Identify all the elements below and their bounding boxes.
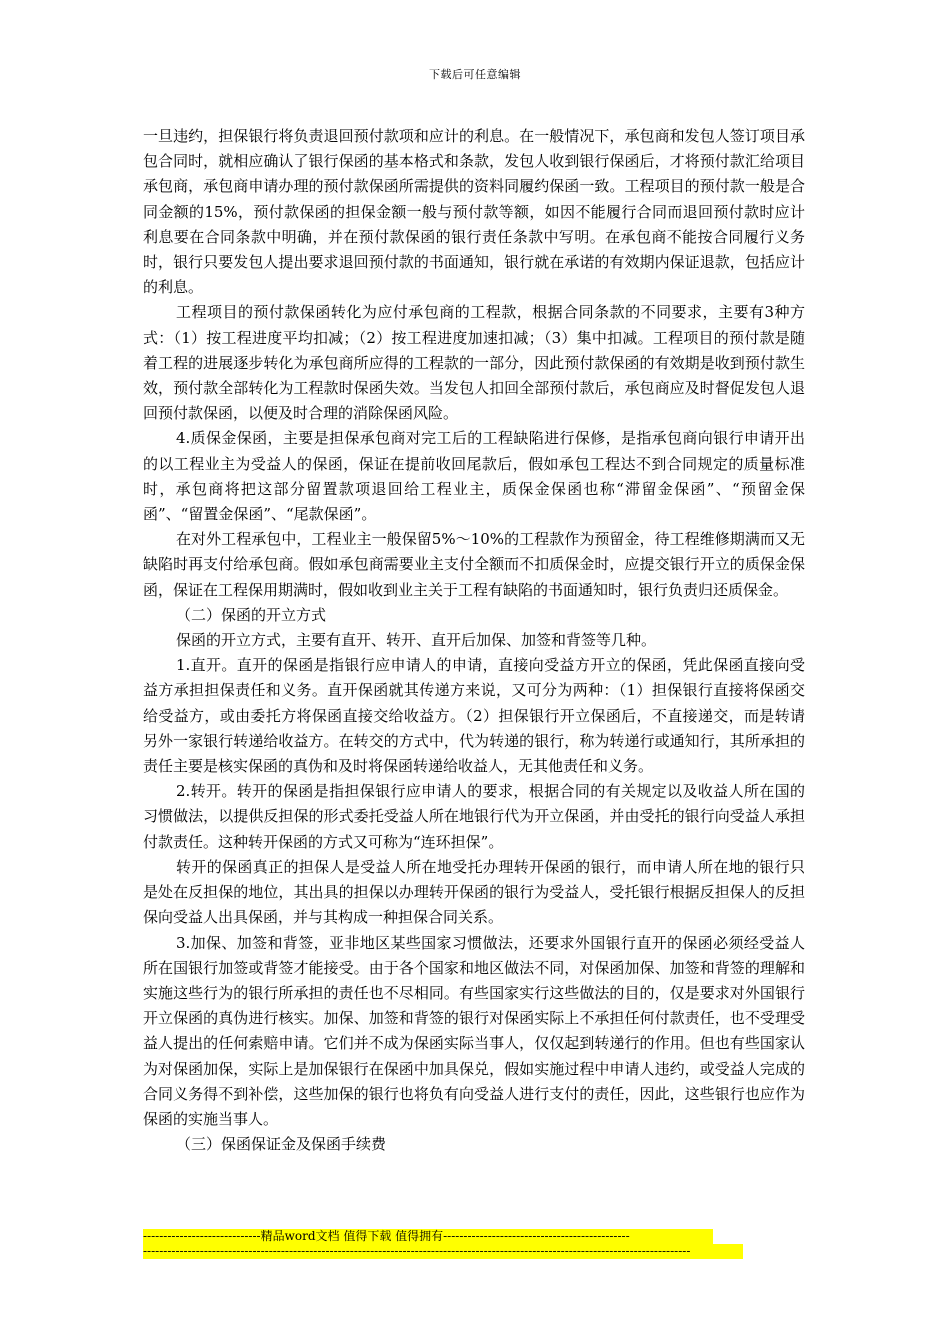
paragraph: 工程项目的预付款保函转化为应付承包商的工程款，根据合同条款的不同要求，主要有3种方式：（1）按工程进度平均扣减；（2）按工程进度加速扣减；（3）集中扣减。工程项目的预付款是随着工程的进展逐步转化为承包商所应得的工程款的一部分，因此预付款保函的有效期是收到预付款生效，预付款全部转化为工程款时保函失效。当发包人扣回全部预付款后，承包商应及时督促发包人退回预付款保函，以便及时合理的消除保函风险。 <box>143 303 805 423</box>
page-header: 下载后可任意编辑 <box>429 68 521 81</box>
paragraph: 转开的保函真正的担保人是受益人所在地受托办理转开保函的银行，而申请人所在地的银行只是处在反担保的地位，其出具的担保以办理转开保函的银行为受益人，受托银行根据反担保人的反担保向受益人出具保函，并与其构成一种担保合同关系。 <box>143 857 805 927</box>
paragraph: 1.直开。直开的保函是指银行应申请人的申请，直接向受益方开立的保函，凭此保函直接向受益方承担担保责任和义务。直开保函就其传递方来说，又可分为两种：（1）担保银行直接将保函交给受益方，或由委托方将保函直接交给收益方。（2）担保银行开立保函后，不直接递交，而是转请另外一家银行转递给收益方。在转交的方式中，代为转递的银行，称为转递行或通知行，其所承担的责任主要是核实保函的真伪和及时将保函转递给收益人，无其他责任和义务。 <box>143 656 805 776</box>
footer-dash-line: --------------------------------------------------------------------------------------------------------------------------------------- <box>143 1244 743 1259</box>
page-footer <box>143 1229 743 1259</box>
paragraph: 一旦违约，担保银行将负责退回预付款项和应计的利息。在一般情况下，承包商和发包人签订项目承包合同时，就相应确认了银行保函的基本格式和条款，发包人收到银行保函后，才将预付款汇给项目承包商，承包商申请办理的预付款保函所需提供的资料同履约保函一致。工程项目的预付款一般是合同金额的15%，预付款保函的担保金额一般与预付款等额，如因不能履行合同而退回预付款时应计利息要在合同条款中明确，并在预付款保函的银行责任条款中写明。在承包商不能按合同履行义务时，银行只要发包人提出要求退回预付款的书面通知，银行就在承诺的有效期内保证退款，包括应计的利息。 <box>143 127 805 297</box>
document-body <box>143 124 805 1157</box>
footer-banner-line: -----------------------------精品word文档 值得下载 值得拥有---------------------------------------------- <box>143 1229 713 1244</box>
section-heading: （二）保函的开立方式 <box>176 605 327 624</box>
paragraph: 4.质保金保函，主要是担保承包商对完工后的工程缺陷进行保修，是指承包商向银行申请开出的以工程业主为受益人的保函，保证在提前收回尾款后，假如承包工程达不到合同规定的质量标准时，承包商将把这部分留置款项退回给工程业主，质保金保函也称“滞留金保函”、“预留金保函”、“留置金保函”、“尾款保函”。 <box>143 429 805 524</box>
section-heading: （三）保函保证金及保函手续费 <box>176 1135 387 1154</box>
paragraph: 保函的开立方式，主要有直开、转开、直开后加保、加签和背签等几种。 <box>176 631 657 650</box>
paragraph: 3.加保、加签和背签，亚非地区某些国家习惯做法，还要求外国银行直开的保函必须经受益人所在国银行加签或背签才能接受。由于各个国家和地区做法不同，对保函加保、加签和背签的理解和实施这些行为的银行所承担的责任也不尽相同。有些国家实行这些做法的目的，仅是要求对外国银行开立保函的真伪进行核实。加保、加签和背签的银行对保函实际上不承担任何付款责任，也不受理受益人提出的任何索赔申请。它们并不成为保函实际当事人，仅仅起到转递行的作用。但也有些国家认为对保函加保，实际上是加保银行在保函中加具保兑，假如实施过程中申请人违约，或受益人完成的合同义务得不到补偿，这些加保的银行也将负有向受益人进行支付的责任，因此，这些银行也应作为保函的实施当事人。 <box>143 933 805 1128</box>
paragraph: 在对外工程承包中，工程业主一般保留5%～10%的工程款作为预留金，待工程维修期满而又无缺陷时再支付给承包商。假如承包商需要业主支付全额而不扣质保金时，应提交银行开立的质保金保函，保证在工程保用期满时，假如收到业主关于工程有缺陷的书面通知时，银行负责归还质保金。 <box>143 530 805 599</box>
paragraph: 2.转开。转开的保函是指担保银行应申请人的要求，根据合同的有关规定以及收益人所在国的习惯做法，以提供反担保的形式委托受益人所在地银行代为开立保函，并由受托的银行向受益人承担付款责任。这种转开保函的方式又可称为“连环担保”。 <box>143 782 805 851</box>
